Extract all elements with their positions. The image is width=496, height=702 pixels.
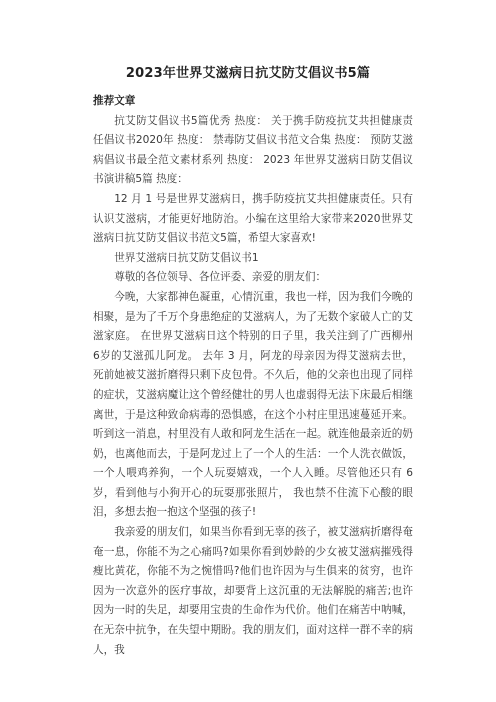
body-paragraph: 我亲爱的朋友们，如果当你看到无辜的孩子，被艾滋病折磨得奄奄一息，你能不为之心痛吗?如果你看到妙龄的少女被艾滋病摧残得瘦比黄花，你能不为之惋惜吗?他们也许因为与生俱来的贫穷，也许因为一次意外的医疗事故，却要背上这沉重的无法解脱的痛苦;也许因为一时的失足，却要用宝贵的生命作为代价。他们在痛苦中呐喊，在无奈中抗争，在失望中期盼。我的朋友们，面对这样一群不幸的病人，我 <box>93 526 413 656</box>
recommend-links[interactable]: 抗艾防艾倡议书5篇优秀 热度： 关于携手防疫抗艾共担健康责任倡议书2020年 热度： 禁毒防艾倡议书范文合集 热度： 预防艾滋病倡议书最全范文素材系列 热度： 2023 年世界艾滋病日防艾倡议书演讲稿5篇 热度： <box>93 114 413 186</box>
recommend-heading: 推荐文章 <box>93 95 136 107</box>
intro-paragraph: 12 月 1 号是世界艾滋病日，携手防疫抗艾共担健康责任。只有认识艾滋病，才能更好地防治。小编在这里给大家带来2020世界艾滋病日抗艾防艾倡议书范文5篇，希望大家喜欢! <box>93 192 413 245</box>
document-title: 2023年世界艾滋病日抗艾防艾倡议书5篇 <box>125 66 371 81</box>
salutation: 尊敬的各位领导、各位评委、亲爱的朋友们： <box>114 271 327 284</box>
section-heading: 世界艾滋病日抗艾防艾倡议书1 <box>114 251 259 264</box>
body-paragraph: 今晚，大家都神色凝重，心情沉重，我也一样，因为我们今晚的相聚，是为了千万个身患绝症的艾滋病人，为了无数个家破人亡的艾滋家庭。 在世界艾滋病日这个特别的日子里，我关注到了广西柳州 6岁的艾滋孤儿阿龙。 去年 3 月，阿龙的母亲因为得艾滋病去世，死前她被艾滋折磨得只剩下皮包骨。不久后，他的父亲也出现了同样的症状，艾滋病魔让这个曾经健壮的男人也虚弱得无法下床最后相继离世，于是这种致命病毒的恐惧感，在这个小村庄里迅速蔓延开来。听到这一消息，村里没有人敢和阿龙生活在一起。就连他最亲近的奶奶，也离他而去，于是阿龙过上了一个人的生活：一个人洗衣做饭，一个人喂鸡养狗，一个人玩耍嬉戏，一个人入睡。尽管他还只有 6 岁，看到他与小狗开心的玩耍那张照片， 我也禁不住流下心酸的眼泪，多想去抱一抱这个坚强的孩子! <box>93 290 413 519</box>
document-body <box>93 92 413 660</box>
